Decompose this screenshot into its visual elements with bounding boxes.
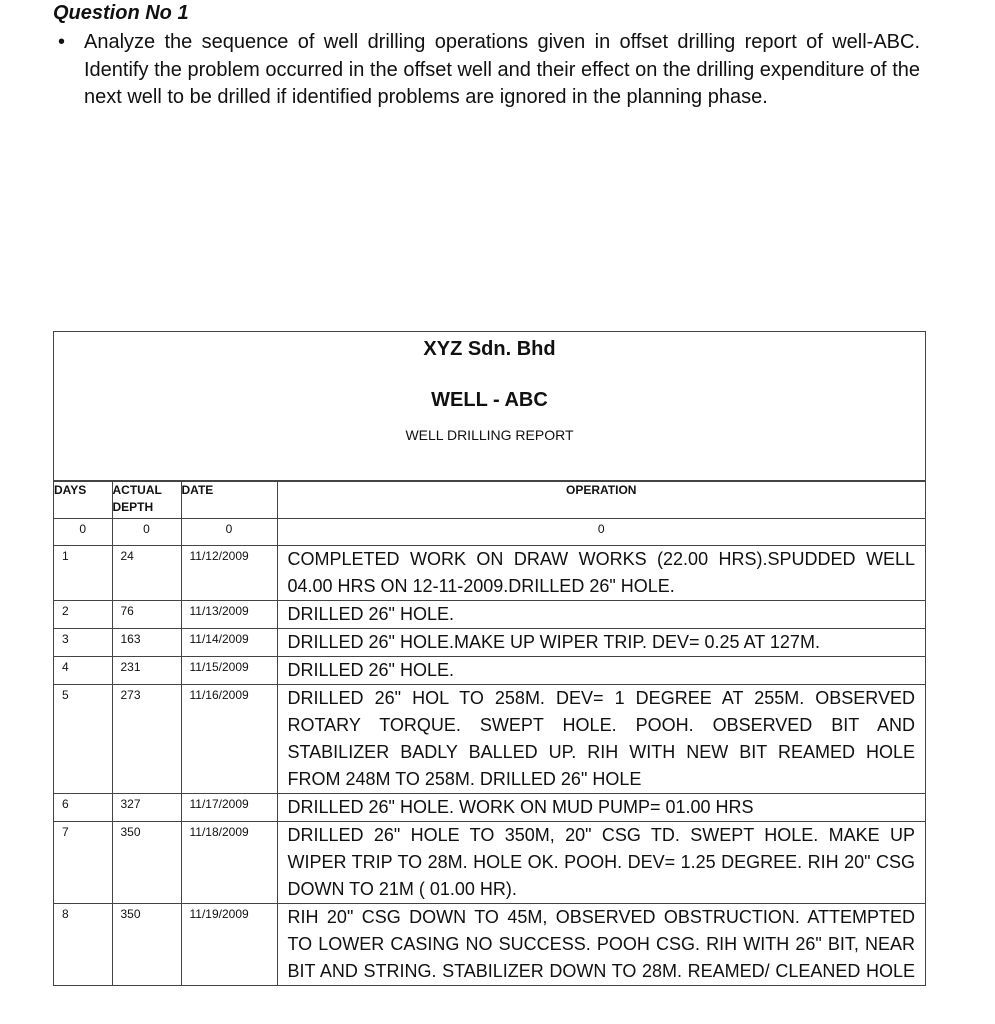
cell-days: 5 — [54, 685, 112, 794]
well-name: WELL - ABC — [431, 389, 548, 411]
table-row-zero — [54, 519, 925, 546]
report-grid — [54, 481, 925, 985]
cell-date: 11/17/2009 — [181, 794, 277, 822]
cell-operation: COMPLETED WORK ON DRAW WORKS (22.00 HRS).SPUDDED WELL 04.00 HRS ON 12-11-2009.DRILLED 26" HOLE. — [277, 546, 925, 601]
cell-days: 6 — [54, 794, 112, 822]
cell-date: 11/19/2009 — [181, 904, 277, 986]
table-row — [54, 794, 925, 822]
report-subtitle: WELL DRILLING REPORT — [405, 427, 574, 443]
cell-date: 11/12/2009 — [181, 546, 277, 601]
cell-date: 11/15/2009 — [181, 657, 277, 685]
cell-depth: 273 — [112, 685, 181, 794]
table-header-row — [54, 482, 925, 519]
cell-date: 11/16/2009 — [181, 685, 277, 794]
table-row — [54, 546, 925, 601]
cell-depth: 231 — [112, 657, 181, 685]
drilling-report-table — [53, 331, 926, 986]
cell-depth: 0 — [112, 519, 181, 546]
question-title: Question No 1 — [53, 2, 189, 24]
cell-operation: DRILLED 26" HOLE. — [277, 657, 925, 685]
table-row — [54, 822, 925, 904]
cell-date: 0 — [181, 519, 277, 546]
header-depth: ACTUAL DEPTH — [112, 482, 181, 519]
cell-operation: DRILLED 26" HOLE. WORK ON MUD PUMP= 01.00 HRS — [277, 794, 925, 822]
cell-depth: 24 — [112, 546, 181, 601]
bullet-icon: • — [58, 31, 66, 53]
cell-depth: 76 — [112, 601, 181, 629]
table-row — [54, 904, 925, 986]
cell-operation: DRILLED 26" HOLE TO 350M, 20" CSG TD. SWEPT HOLE. MAKE UP WIPER TRIP TO 28M. HOLE OK. POOH. DEV= 1.25 DEGREE. RIH 20" CSG DOWN TO 21M ( 01.00 HR). — [277, 822, 925, 904]
cell-days: 4 — [54, 657, 112, 685]
table-row — [54, 601, 925, 629]
company-name: XYZ Sdn. Bhd — [423, 338, 556, 360]
cell-depth: 350 — [112, 822, 181, 904]
header-date: DATE — [181, 482, 277, 519]
cell-date: 11/13/2009 — [181, 601, 277, 629]
cell-operation: RIH 20" CSG DOWN TO 45M, OBSERVED OBSTRUCTION. ATTEMPTED TO LOWER CASING NO SUCCESS. POOH CSG. RIH WITH 26" BIT, NEAR BIT AND STRING. STABILIZER DOWN TO 28M. REAMED/ CLEANED HOLE — [277, 904, 925, 986]
cell-depth: 350 — [112, 904, 181, 986]
cell-operation: 0 — [277, 519, 925, 546]
cell-depth: 327 — [112, 794, 181, 822]
header-days: DAYS — [54, 482, 112, 519]
table-row — [54, 629, 925, 657]
cell-days: 1 — [54, 546, 112, 601]
cell-days: 3 — [54, 629, 112, 657]
cell-days: 2 — [54, 601, 112, 629]
cell-days: 0 — [54, 519, 112, 546]
cell-date: 11/18/2009 — [181, 822, 277, 904]
table-row — [54, 657, 925, 685]
header-operation: OPERATION — [277, 482, 925, 519]
table-row — [54, 685, 925, 794]
question-text: Analyze the sequence of well drilling operations given in offset drilling report of well-ABC. Identify the problem occurred in the offset well and their effect on the drilling expenditure of the next well to be drilled if identified problems are ignored in the planning phase. — [84, 31, 920, 108]
cell-days: 7 — [54, 822, 112, 904]
cell-days: 8 — [54, 904, 112, 986]
report-header — [54, 332, 925, 481]
cell-operation: DRILLED 26" HOL TO 258M. DEV= 1 DEGREE AT 255M. OBSERVED ROTARY TORQUE. SWEPT HOLE. POOH. OBSERVED BIT AND STABILIZER BADLY BALLED UP. RIH WITH NEW BIT REAMED HOLE FROM 248M TO 258M. DRILLED 26" HOLE — [277, 685, 925, 794]
cell-operation: DRILLED 26" HOLE.MAKE UP WIPER TRIP. DEV= 0.25 AT 127M. — [277, 629, 925, 657]
cell-depth: 163 — [112, 629, 181, 657]
cell-date: 11/14/2009 — [181, 629, 277, 657]
cell-operation: DRILLED 26" HOLE. — [277, 601, 925, 629]
